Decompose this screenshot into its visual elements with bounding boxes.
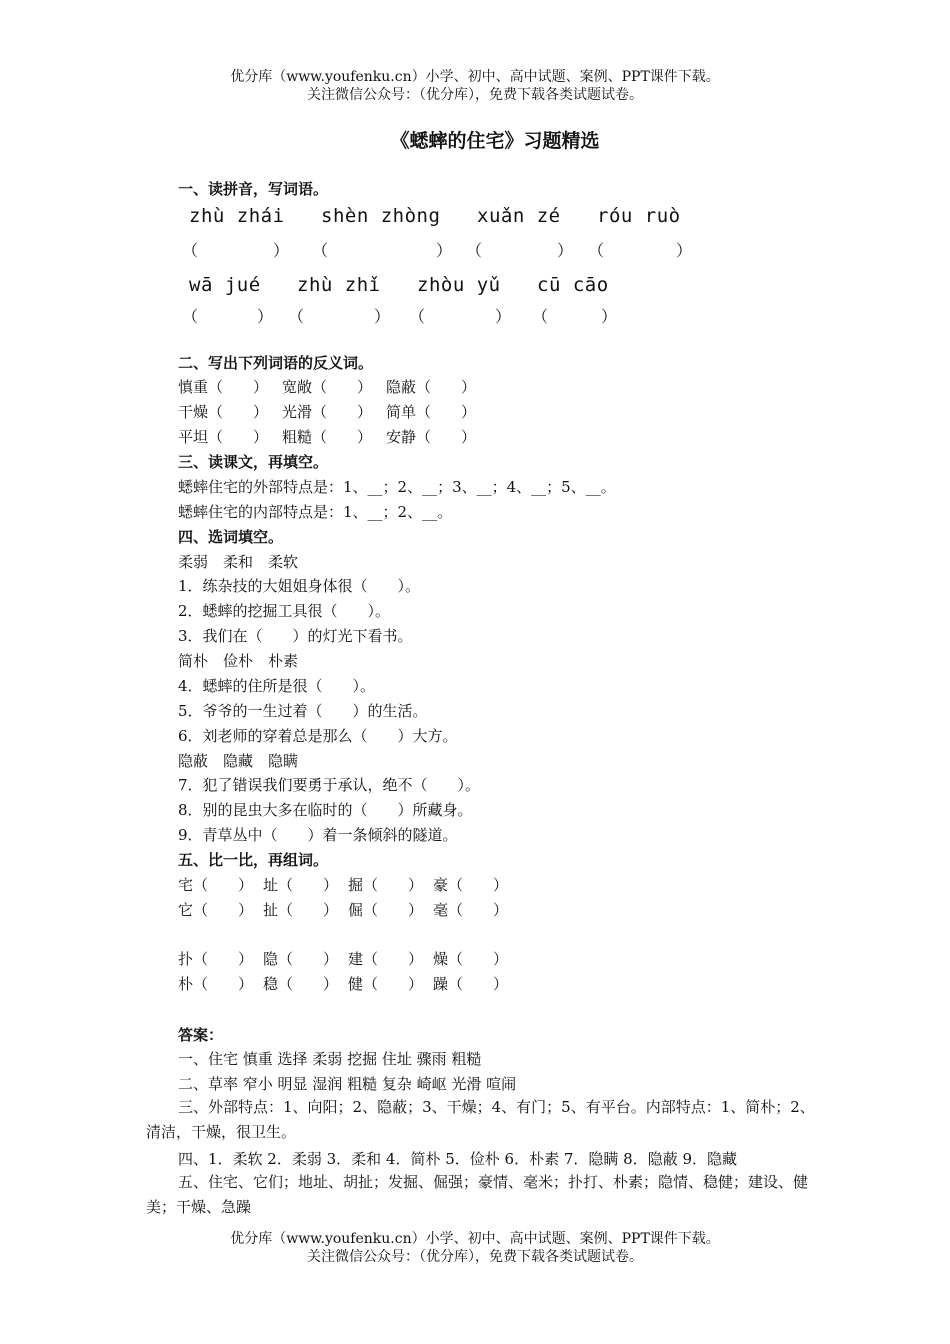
pinyin-item: xuǎn zé xyxy=(477,205,561,227)
pinyin-item: wā jué xyxy=(189,274,261,296)
compare-item: 毫（ ） xyxy=(433,901,509,919)
answer-blank-close: ） xyxy=(257,307,274,326)
question-item: 9．青草丛中（ ）着一条倾斜的隧道。 xyxy=(178,826,458,844)
antonym-item: 慎重（ ） xyxy=(178,378,269,396)
compare-item: 倔（ ） xyxy=(348,901,424,919)
compare-item: 朴（ ） xyxy=(178,975,254,993)
pinyin-item: zhù zhái xyxy=(189,205,285,227)
compare-item: 燥（ ） xyxy=(433,950,509,968)
compare-item: 扯（ ） xyxy=(263,901,339,919)
answer-blank-close: ） xyxy=(436,241,453,260)
answer-blank-open: （ xyxy=(409,307,426,326)
header-line-1: 优分库（www.youfenku.cn）小学、初中、高中试题、案例、PPT课件下载。 xyxy=(230,69,720,85)
compare-item: 建（ ） xyxy=(348,950,424,968)
answers-heading: 答案： xyxy=(178,1026,224,1044)
antonym-item: 平坦（ ） xyxy=(178,428,269,446)
answer-blank-open: （ xyxy=(182,307,199,326)
section-3-heading: 三、读课文，再填空。 xyxy=(178,453,329,471)
question-item: 5．爷爷的一生过着（ ）的生活。 xyxy=(178,702,428,720)
answer-blank-open: （ xyxy=(466,241,483,260)
antonym-item: 粗糙（ ） xyxy=(282,428,373,446)
answer-blank-close: ） xyxy=(601,307,618,326)
question-item: 6．刘老师的穿着总是那么（ ）大方。 xyxy=(178,727,458,745)
compare-row xyxy=(178,874,508,895)
antonym-row xyxy=(178,426,476,447)
answer-blank-open: （ xyxy=(588,241,605,260)
footer-line-1: 优分库（www.youfenku.cn）小学、初中、高中试题、案例、PPT课件下载。 xyxy=(230,1231,720,1247)
compare-item: 它（ ） xyxy=(178,901,254,919)
answer-line: 四、1．柔软 2．柔弱 3．柔和 4．简朴 5．俭朴 6．朴素 7．隐瞒 8．隐蔽 9．隐藏 xyxy=(178,1150,738,1168)
compare-item: 健（ ） xyxy=(348,975,424,993)
compare-item: 址（ ） xyxy=(263,876,339,894)
answer-blank-close: ） xyxy=(676,241,693,260)
section-5-heading: 五、比一比，再组词。 xyxy=(178,851,329,869)
answer-paragraph: 五、住宅、它们；地址、胡扯；发掘、倔强；豪情、毫米；扑打、朴素；隐情、稳健；建设、健美；干燥、急躁 xyxy=(146,1173,809,1216)
compare-item: 掘（ ） xyxy=(348,876,424,894)
answer-line: 一、住宅 慎重 选择 柔弱 挖掘 住址 骤雨 粗糙 xyxy=(178,1050,482,1068)
compare-item: 躁（ ） xyxy=(433,975,509,993)
antonym-item: 宽敞（ ） xyxy=(282,378,373,396)
fill-line: 蟋蟀住宅的内部特点是：1、__；2、__。 xyxy=(178,503,453,521)
compare-item: 扑（ ） xyxy=(178,950,254,968)
answer-blank-open: （ xyxy=(288,307,305,326)
antonym-item: 安静（ ） xyxy=(386,428,477,446)
word-choices: 简朴 俭朴 朴素 xyxy=(178,652,299,670)
compare-row xyxy=(178,899,508,920)
antonym-row xyxy=(178,401,476,422)
answer-blank-open: （ xyxy=(182,241,199,260)
pinyin-item: zhòu yǔ xyxy=(417,274,501,296)
header-line-2: 关注微信公众号：（优分库），免费下载各类试题试卷。 xyxy=(307,87,643,103)
answer-paragraph: 三、外部特点：1、向阳；2、隐蔽；3、干燥；4、有门；5、有平台。内部特点：1、简朴；2、清洁，干燥，很卫生。 xyxy=(146,1098,815,1141)
section-4-heading: 四、选词填空。 xyxy=(178,528,284,546)
answer-blank-close: ） xyxy=(273,241,290,260)
question-item: 7．犯了错误我们要勇于承认，绝不（ ）。 xyxy=(178,776,481,794)
question-item: 2．蟋蟀的挖掘工具很（ ）。 xyxy=(178,602,391,620)
antonym-item: 隐蔽（ ） xyxy=(386,378,477,396)
answer-blank-close: ） xyxy=(374,307,391,326)
word-choices: 柔弱 柔和 柔软 xyxy=(178,553,299,571)
compare-item: 隐（ ） xyxy=(263,950,339,968)
answer-blank-open: （ xyxy=(312,241,329,260)
pinyin-item: zhù zhǐ xyxy=(297,274,381,296)
compare-item: 稳（ ） xyxy=(263,975,339,993)
pinyin-item: cū cāo xyxy=(537,274,609,296)
word-choices: 隐蔽 隐藏 隐瞒 xyxy=(178,752,299,770)
answer-blank-close: ） xyxy=(557,241,574,260)
fill-line: 蟋蟀住宅的外部特点是：1、__；2、__；3、__；4、__；5、__。 xyxy=(178,478,616,496)
antonym-item: 简单（ ） xyxy=(386,403,477,421)
page-title: 《蟋蟀的住宅》习题精选 xyxy=(390,130,600,152)
answer-blank-close: ） xyxy=(495,307,512,326)
compare-item: 宅（ ） xyxy=(178,876,254,894)
question-item: 3．我们在（ ）的灯光下看书。 xyxy=(178,627,413,645)
compare-row xyxy=(178,948,508,969)
question-item: 8．别的昆虫大多在临时的（ ）所藏身。 xyxy=(178,801,473,819)
question-item: 4．蟋蟀的住所是很（ ）。 xyxy=(178,677,376,695)
answer-blank-open: （ xyxy=(532,307,549,326)
compare-row xyxy=(178,973,508,994)
question-item: 1．练杂技的大姐姐身体很（ ）。 xyxy=(178,577,421,595)
compare-item: 豪（ ） xyxy=(433,876,509,894)
section-2-heading: 二、写出下列词语的反义词。 xyxy=(178,354,374,372)
antonym-row xyxy=(178,376,476,397)
answer-line: 二、草率 窄小 明显 湿润 粗糙 复杂 崎岖 光滑 喧闹 xyxy=(178,1075,517,1093)
antonym-item: 光滑（ ） xyxy=(282,403,373,421)
antonym-item: 干燥（ ） xyxy=(178,403,269,421)
footer-line-2: 关注微信公众号：（优分库），免费下载各类试题试卷。 xyxy=(307,1249,643,1265)
pinyin-item: shèn zhòng xyxy=(321,205,441,227)
section-1-heading: 一、读拼音，写词语。 xyxy=(178,180,329,198)
pinyin-item: róu ruò xyxy=(597,205,681,227)
